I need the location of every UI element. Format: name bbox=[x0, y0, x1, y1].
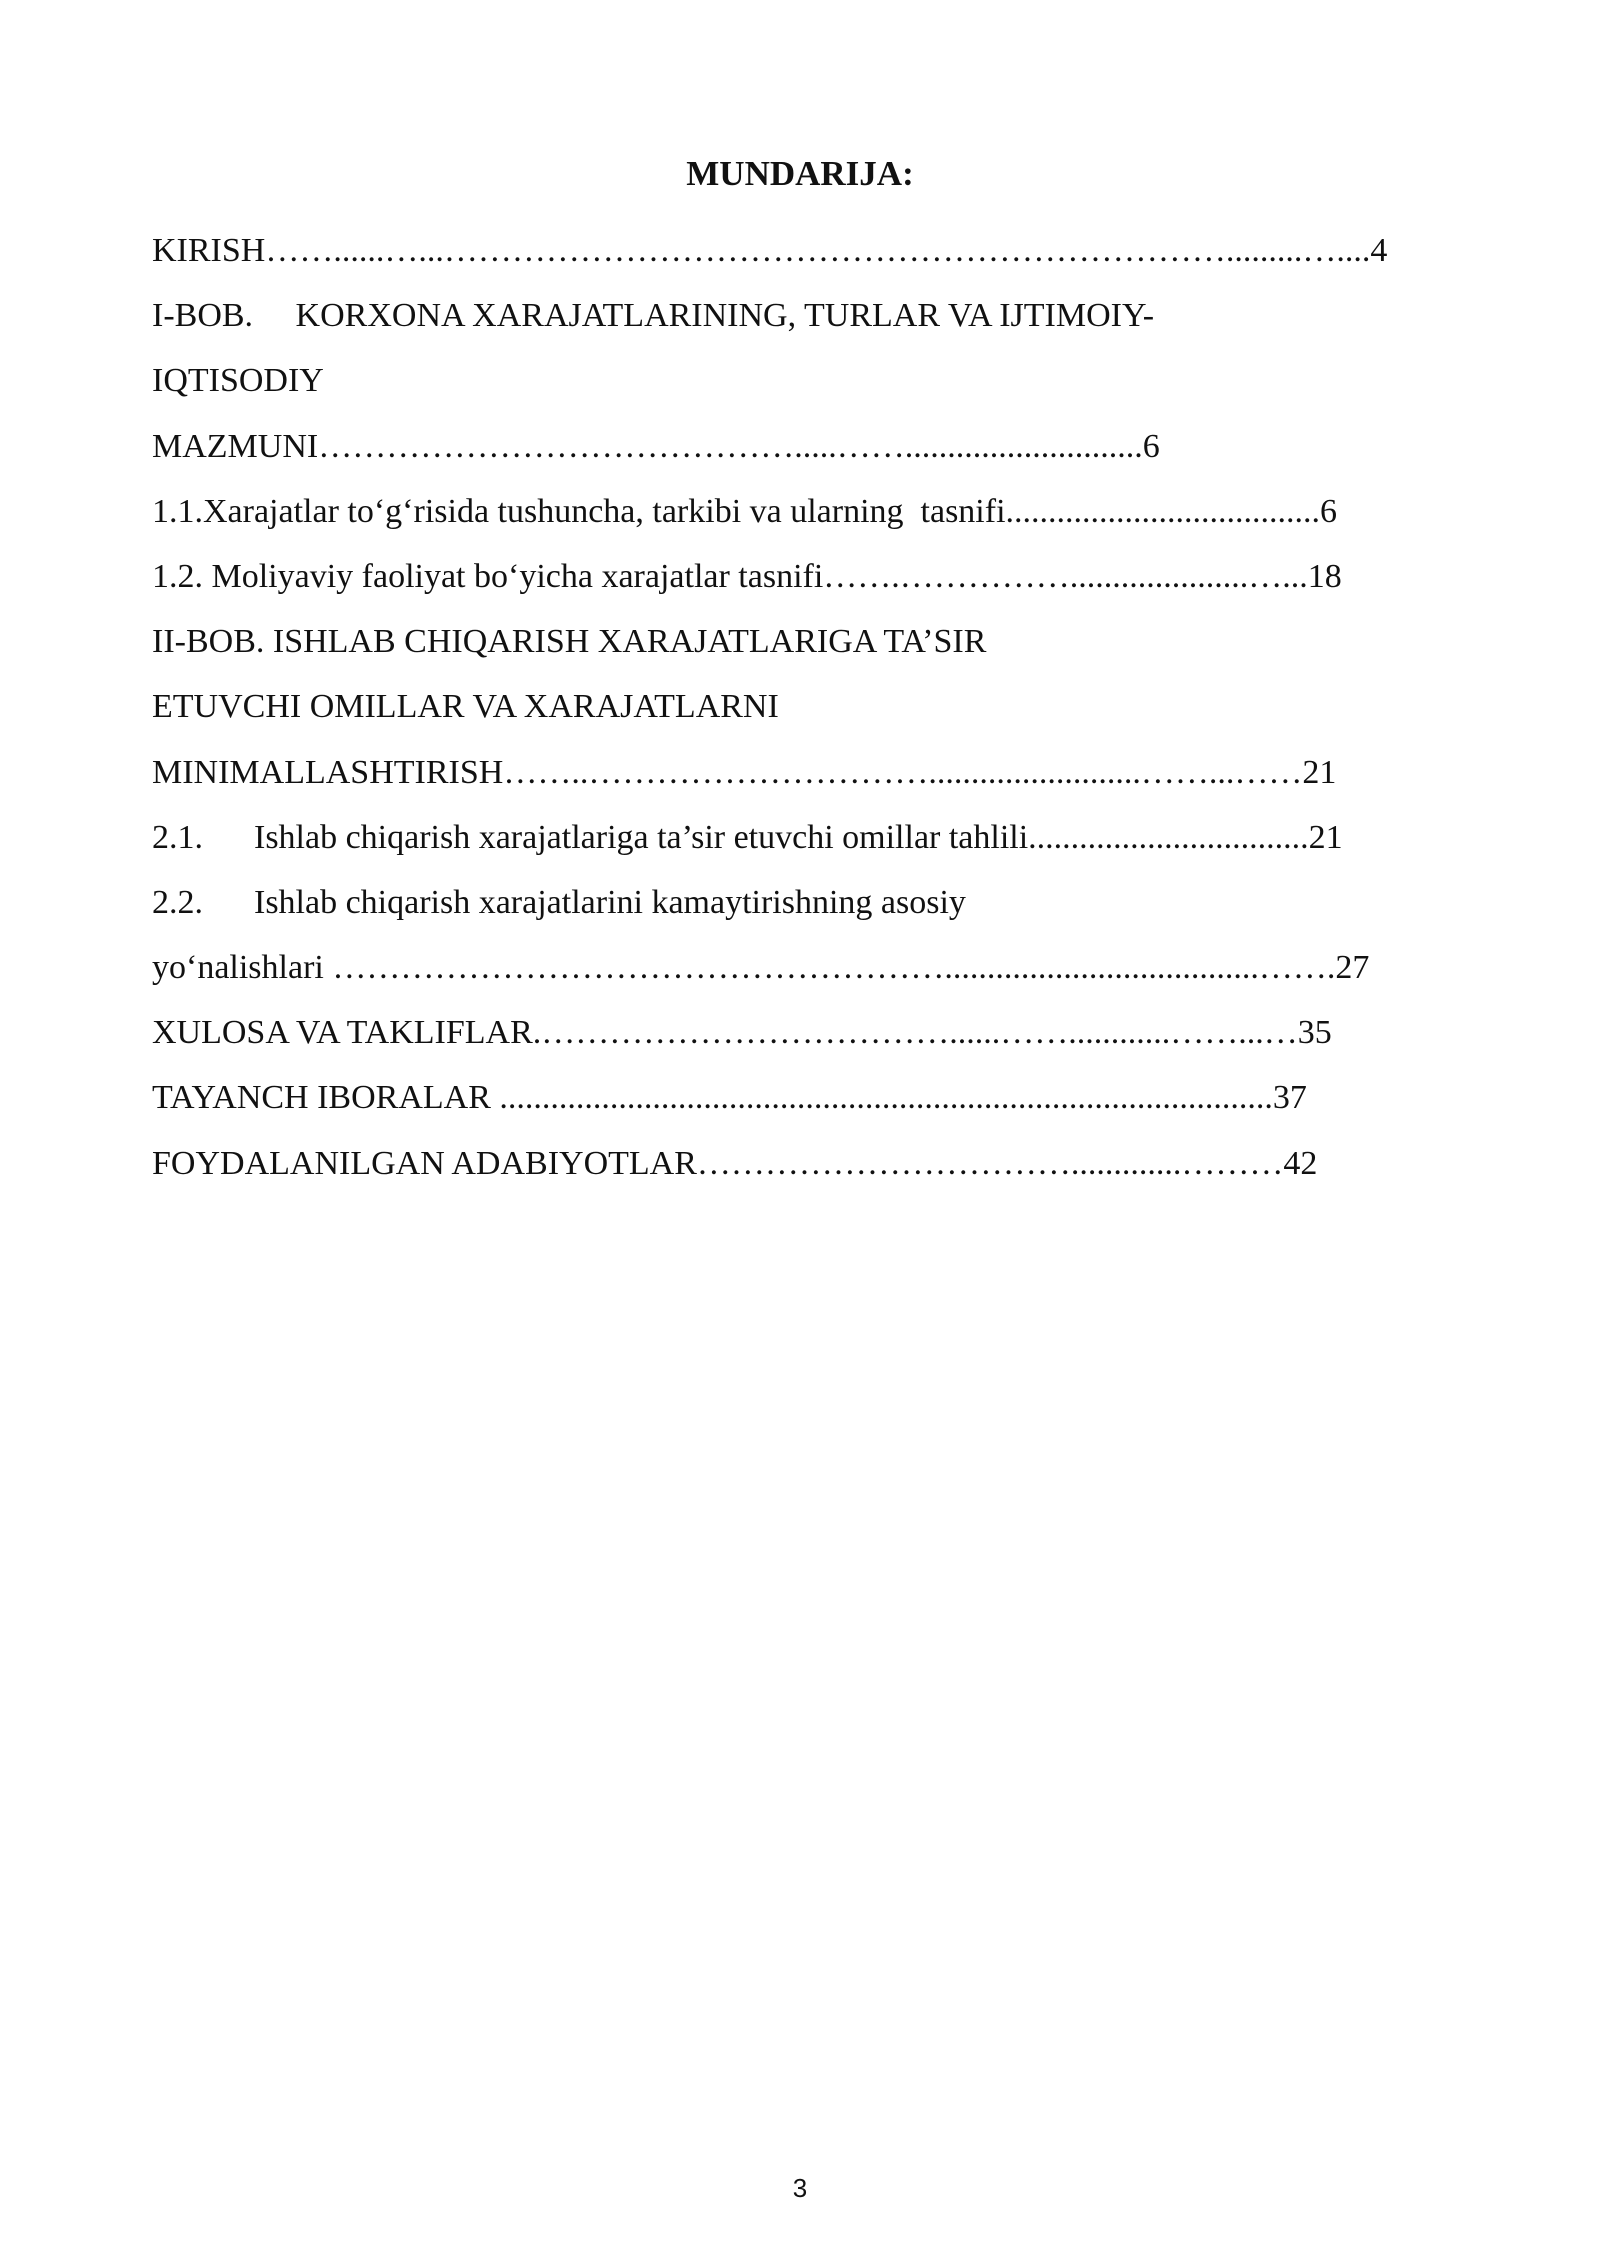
toc-heading: MUNDARIJA: bbox=[686, 154, 914, 193]
toc-entry-section-1-1: 1.1.Xarajatlar to‘g‘risida tushuncha, tarkibi va ularning tasnifi.....................................6 bbox=[152, 492, 1338, 530]
table-of-contents bbox=[152, 218, 1482, 1196]
page-number: 3 bbox=[792, 2173, 808, 2203]
toc-entry-conclusions: XULOSA VA TAKLIFLAR.………………………………......……............……...…35 bbox=[152, 1014, 1332, 1052]
toc-entry-chapter-2-title-end: MINIMALLASHTIRISH……..………………………….........................……...……21 bbox=[152, 753, 1337, 791]
toc-entry-section-2-2: 2.2. Ishlab chiqarish xarajatlarini kamaytirishning asosiy bbox=[152, 883, 966, 921]
toc-entry-chapter-2-title-cont: ETUVCHI OMILLAR VA XARAJATLARNI bbox=[152, 688, 779, 726]
toc-entry-introduction: KIRISH……......…...…………………………………………………………….........…....4 bbox=[152, 232, 1388, 269]
toc-entry-section-2-2-end: yo‘nalishlari ……………………………………………….....................................…….27 bbox=[152, 949, 1370, 987]
toc-entry-chapter-1-title: I-BOB. KORXONA XARAJATLARINING, TURLAR VA IJTIMOIY- bbox=[152, 297, 1155, 335]
toc-entry-chapter-1-title-end: MAZMUNI…………………………………….....……............................6 bbox=[152, 427, 1160, 465]
toc-entry-chapter-1-title-cont: IQTISODIY bbox=[152, 362, 324, 400]
toc-entry-chapter-2-title: II-BOB. ISHLAB CHIQARISH XARAJATLARIGA TA’SIR bbox=[152, 623, 987, 661]
toc-entry-key-terms: TAYANCH IBORALAR ...........................................................................................37 bbox=[152, 1079, 1307, 1117]
toc-entry-section-1-2: 1.2. Moliyaviy faoliyat bo‘yicha xarajatlar tasnifi…….…………….....................…...18 bbox=[152, 557, 1342, 595]
toc-entry-section-2-1: 2.1. Ishlab chiqarish xarajatlariga ta’sir etuvchi omillar tahlili.................................21 bbox=[152, 818, 1343, 856]
toc-entry-references: FOYDALANILGAN ADABIYOTLAR…………………………….............………42 bbox=[152, 1144, 1318, 1182]
